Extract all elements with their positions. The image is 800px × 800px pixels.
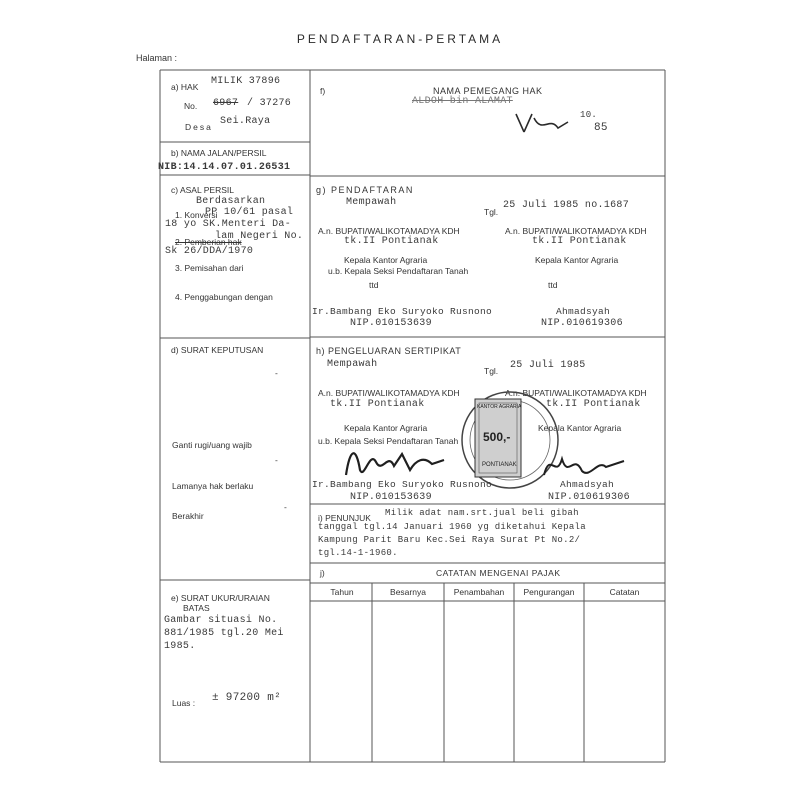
nama-pemegang-hak-title: NAMA PEMEGANG HAK	[433, 86, 543, 96]
no-value: / 37276	[247, 98, 292, 109]
desa-value: Sei.Raya	[220, 116, 271, 127]
page-title: PENDAFTARAN-PERTAMA	[296, 32, 504, 46]
berakhir-dash: -	[284, 502, 287, 512]
surat-ukur-typed-line: 881/1985 tgl.20 Mei	[164, 628, 284, 639]
no-label: No.	[184, 101, 198, 111]
pendaftaran-kantor-left: Kepala Kantor Agraria	[344, 255, 428, 265]
pendaftaran-name-right: Ahmadsyah	[556, 306, 611, 317]
desa-label: Desa	[185, 122, 213, 132]
pendaftaran-ttd-right: ttd	[548, 280, 558, 290]
pendaftaran-name-left: Ir.Bambang Eko Suryoko Rusnono	[312, 306, 493, 317]
asal-item-penggabungan: 4. Penggabungan dengan	[175, 292, 273, 302]
pendaftaran-region-right: tk.II Pontianak	[532, 236, 627, 247]
pengeluaran-tgl-value: 25 Juli 1985	[510, 360, 586, 371]
pengeluaran-ub-left: u.b. Kepala Seksi Pendaftaran Tanah	[318, 436, 459, 446]
pengeluaran-title: h) PENGELUARAN SERTIPIKAT	[316, 346, 462, 356]
hak-label: a) HAK	[171, 82, 199, 92]
stamp-value-text: 500,-	[483, 430, 511, 444]
asal-item-pemberian-hak: 2. Pemberian hak	[175, 237, 242, 247]
ganti-rugi-label: Ganti rugi/uang wajib	[172, 440, 252, 450]
signature-mark	[510, 104, 580, 144]
asal-typed-line: PP 10/61 pasal	[205, 207, 294, 218]
pendaftaran-an-right: A.n. BUPATI/WALIKOTAMADYA KDH	[505, 226, 647, 236]
pengeluaran-an-right: A.n. BUPATI/WALIKOTAMADYA KDH	[505, 388, 647, 398]
lamanya-label: Lamanya hak berlaku	[172, 481, 254, 491]
holder-date-note2: 85	[594, 122, 608, 134]
pengeluaran-tgl-label: Tgl.	[484, 366, 499, 376]
sk-dash: -	[275, 368, 278, 378]
pengeluaran-region-left: tk.II Pontianak	[330, 399, 425, 410]
pendaftaran-place: Mempawah	[346, 197, 397, 208]
surat-ukur-title: e) SURAT UKUR/URAIAN	[171, 593, 270, 603]
pengeluaran-nip-right: NIP.010619306	[548, 492, 630, 503]
asal-item-pemisahan: 3. Pemisahan dari	[175, 263, 244, 273]
tax-col-header: Pengurangan	[523, 587, 575, 597]
pendaftaran-region-left: tk.II Pontianak	[344, 236, 439, 247]
pendaftaran-tgl-value: 25 Juli 1985 no.1687	[503, 200, 630, 211]
pendaftaran-nip-right: NIP.010619306	[541, 318, 623, 329]
asal-typed-line: Berdasarkan	[196, 196, 266, 207]
asal-typed-line: 18 yo SK.Menteri Da-	[165, 219, 292, 230]
penunjuk-line: tgl.14-1-1960.	[318, 548, 398, 558]
stamp-bottom-text: PONTIANAK	[482, 462, 517, 468]
catatan-pajak-marker: j)	[320, 568, 325, 578]
pendaftaran-nip-left: NIP.010153639	[350, 318, 432, 329]
penunjuk-title: i) PENUNJUK	[318, 513, 371, 523]
luas-label: Luas :	[172, 698, 196, 708]
penunjuk-line: Milik adat nam.srt.jual beli gibah	[385, 508, 579, 518]
section-f-marker: f)	[320, 86, 326, 96]
pendaftaran-an-left: A.n. BUPATI/WALIKOTAMADYA KDH	[318, 226, 460, 236]
halaman-label: Halaman :	[136, 53, 178, 63]
penunjuk-line: Kampung Parit Baru Kec.Sei Raya Surat Pt No.2/	[318, 535, 581, 545]
tax-col-header: Penambahan	[453, 587, 505, 597]
tax-col-header: Tahun	[330, 587, 354, 597]
asal-typed-line: Sk 26/DDA/1970	[165, 246, 254, 257]
nama-jalan-title: b) NAMA JALAN/PERSIL	[171, 148, 267, 158]
surat-ukur-typed-line: Gambar situasi No.	[164, 615, 278, 626]
catatan-pajak-title: CATATAN MENGENAI PAJAK	[436, 568, 561, 578]
berakhir-label: Berakhir	[172, 511, 204, 521]
no-struck-value: 6967	[213, 98, 239, 109]
pengeluaran-name-left: Ir.Bambang Eko Suryoko Rusnono	[312, 479, 493, 490]
pengeluaran-nip-left: NIP.010153639	[350, 492, 432, 503]
tax-col-header: Besarnya	[390, 587, 426, 597]
penunjuk-line: tanggal tgl.14 Januari 1960 yg diketahui Kepala	[318, 522, 586, 532]
ganti-rugi-dash: -	[275, 455, 278, 465]
nib-value: NIB:14.14.07.01.26531	[158, 162, 291, 173]
pengeluaran-region-right: tk.II Pontianak	[546, 399, 641, 410]
pendaftaran-tgl-label: Tgl.	[484, 207, 499, 217]
pengeluaran-an-left: A.n. BUPATI/WALIKOTAMADYA KDH	[318, 388, 460, 398]
asal-persil-title: c) ASAL PERSIL	[171, 185, 234, 195]
hak-value: MILIK 37896	[211, 76, 281, 87]
pengeluaran-kantor-right: Kepala Kantor Agraria	[538, 423, 622, 433]
luas-value: ± 97200 m²	[212, 692, 282, 704]
holder-value: ALDOH bin ALAMAT	[412, 96, 513, 107]
asal-typed-line: lam Negeri No.	[215, 231, 304, 242]
pengeluaran-kantor-left: Kepala Kantor Agraria	[344, 423, 428, 433]
tax-col-header: Catatan	[609, 587, 640, 597]
stamp-top-text: KANTOR AGRARIA	[477, 404, 522, 410]
pendaftaran-ttd-left: ttd	[369, 280, 379, 290]
surat-keputusan-title: d) SURAT KEPUTUSAN	[171, 345, 264, 355]
asal-item-konversi: 1. Konversi	[175, 210, 218, 220]
surat-ukur-typed-line: 1985.	[164, 641, 196, 652]
pendaftaran-kantor-right: Kepala Kantor Agraria	[535, 255, 619, 265]
pendaftaran-title: g) PENDAFTARAN	[316, 185, 414, 195]
pendaftaran-ub-left: u.b. Kepala Seksi Pendaftaran Tanah	[328, 266, 469, 276]
pengeluaran-name-right: Ahmadsyah	[560, 479, 615, 490]
surat-ukur-title-2: BATAS	[183, 603, 210, 613]
holder-date-note: 10.	[580, 110, 598, 120]
pengeluaran-place: Mempawah	[327, 359, 378, 370]
